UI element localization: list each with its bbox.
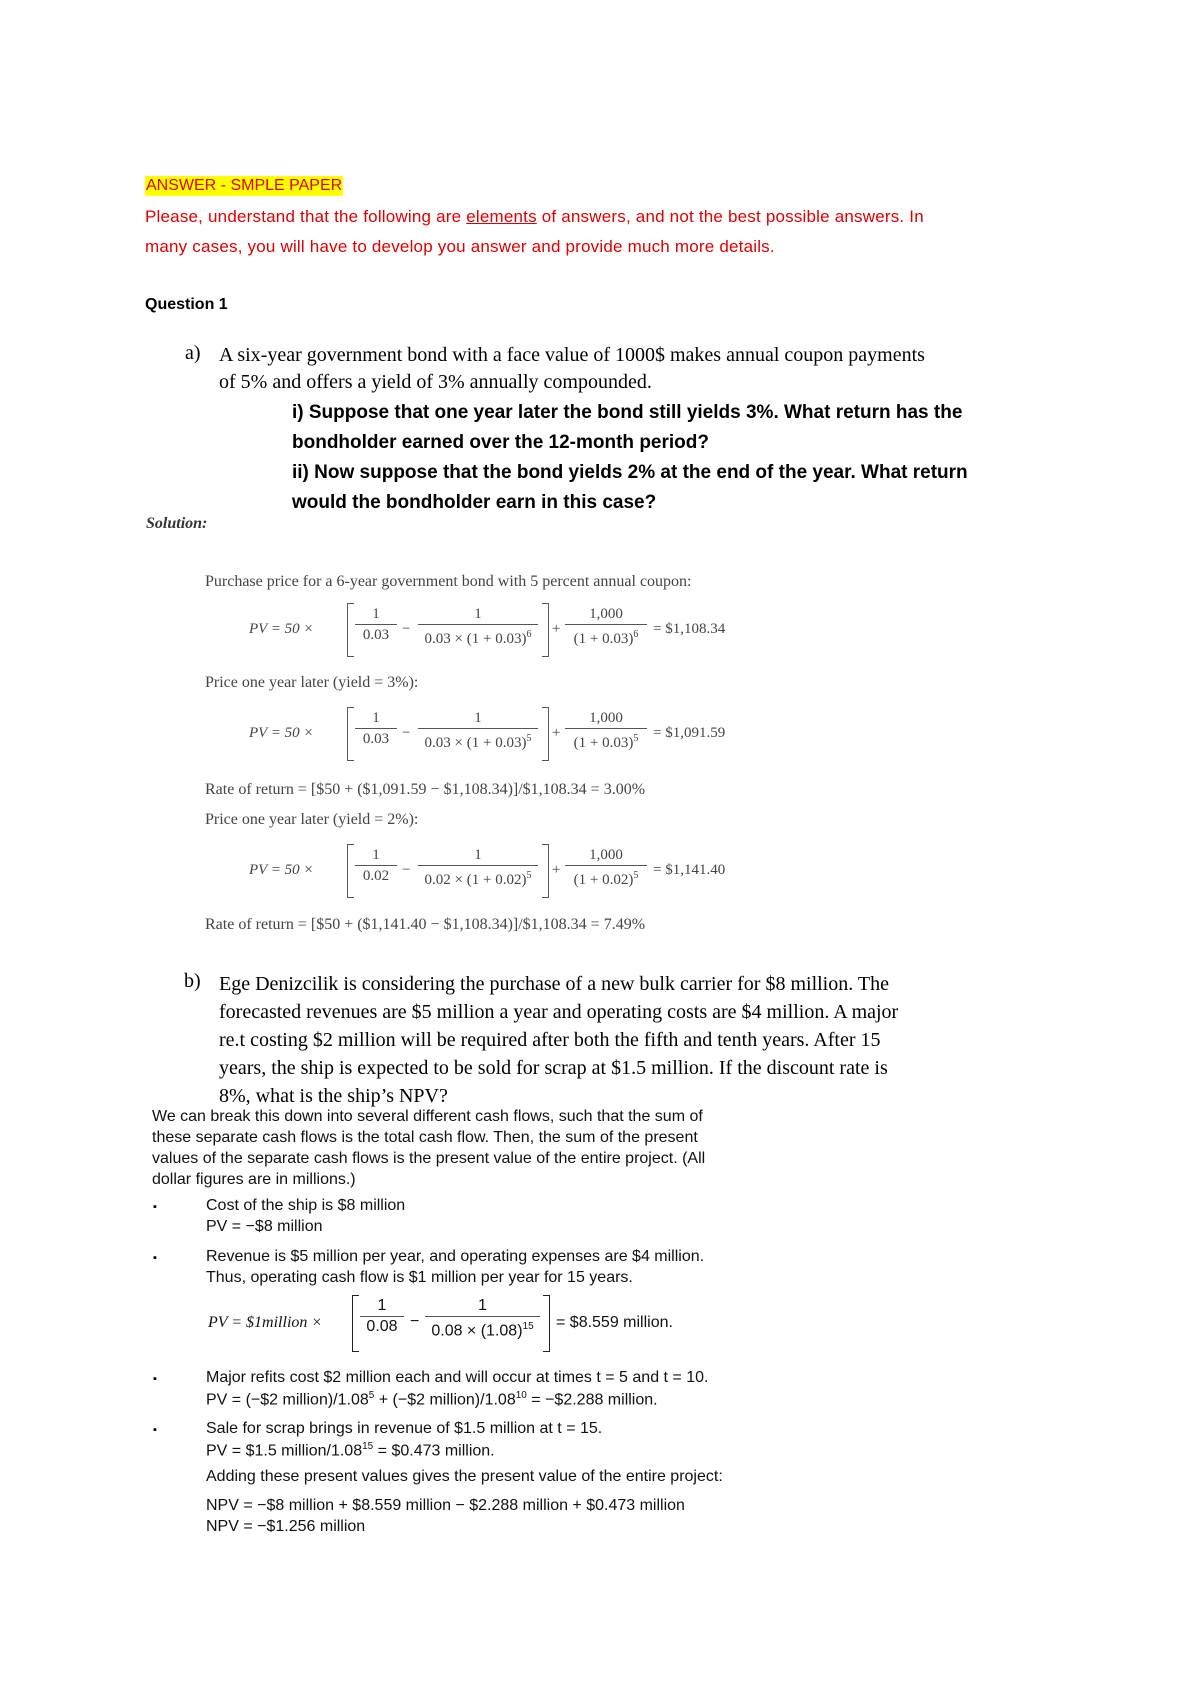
bullet4-line2: PV = $1.5 million/$1.08^{15}$ = $0.473 million. [206, 1441, 495, 1460]
eq3-plus: + [552, 862, 561, 878]
question-heading: Question 1 [145, 296, 228, 313]
eq1-minus: − [402, 621, 411, 637]
solution-a-intro: Purchase price for a 6-year government bond with 5 percent annual coupon: [205, 573, 692, 590]
part-b-line1: Ege Denizcilik is considering the purchase of a new bulk carrier for $8 million. The [219, 973, 889, 995]
eq2-frac3: 1,000 $(1 + 0.03)^5$ [565, 708, 647, 753]
part-a-sub-ii-line1: ii) Now suppose that the bond yields 2% at the end of the year. What return [292, 462, 968, 483]
eqb-frac2: 1 $0.08 \times (1.08)^{15}$ [425, 1296, 540, 1341]
eq3-frac1: 1 0.02 [355, 845, 397, 886]
eqb-right-bracket [543, 1295, 550, 1352]
bullet-marker: ▪ [153, 1373, 157, 1385]
eq1-right-bracket [542, 603, 549, 657]
eq2-frac1: 1 0.03 [355, 708, 397, 749]
npv-line2: NPV = −$1.256 million [206, 1518, 366, 1535]
bullet-marker: ▪ [153, 1201, 157, 1213]
eq3-result: = $1,141.40 [653, 862, 726, 878]
bullet1-line1: Cost of the ship is $8 million [206, 1197, 406, 1214]
eq2-minus: − [402, 725, 411, 741]
eq3-right-bracket [542, 844, 549, 898]
price-line-yield3: Price one year later (yield = 3%): [205, 674, 419, 691]
instruction-note-line2: many cases, you will have to develop you answer and provide much more details. [145, 237, 775, 256]
eq1-plus: + [552, 621, 561, 637]
price-line-yield2: Price one year later (yield = 2%): [205, 811, 419, 828]
bullet4-line1: Sale for scrap brings in revenue of $1.5 million at t = 15. [206, 1420, 603, 1437]
npv-line1: NPV = −$8 million + $8.559 million − $2.288 million + $0.473 million [206, 1497, 685, 1514]
eq2-result: = $1,091.59 [653, 725, 726, 741]
answer-header: ANSWER - SMPLE PAPER [146, 177, 343, 194]
eq3-prefix: PV = 50 × [249, 862, 314, 878]
instruction-note-line1 [145, 202, 924, 232]
note-text-post: of answers, and not the best possible answers. In [536, 207, 924, 226]
eq3-minus: − [402, 862, 411, 878]
solution-label: Solution: [146, 515, 208, 532]
part-b-label: b) [184, 970, 201, 992]
eq2-left-bracket [347, 707, 354, 761]
part-b-line5: 8%, what is the ship’s NPV? [219, 1085, 448, 1107]
part-a-sub-i-line2: bondholder earned over the 12-month period? [292, 432, 709, 453]
bullet2-line1: Revenue is $5 million per year, and operating expenses are $4 million. [206, 1248, 705, 1265]
eq1-prefix: PV = 50 × [249, 621, 314, 637]
eq2-frac2: 1 $0.03 \times (1 + 0.03)^5$ [418, 708, 538, 753]
note-text-elements: elements [466, 207, 537, 226]
part-b-line2: forecasted revenues are $5 million a year and operating costs are $4 million. A major [219, 1001, 899, 1023]
bullet2-line2: Thus, operating cash flow is $1 million per year for 15 years. [206, 1269, 633, 1286]
eqb-prefix: PV = $1million × [208, 1314, 323, 1331]
part-a-line1: A six-year government bond with a face value of 1000$ makes annual coupon payments [219, 344, 925, 366]
bullet-marker: ▪ [153, 1424, 157, 1436]
eqb-minus: − [410, 1313, 420, 1330]
part-a-sub-i-line1: i) Suppose that one year later the bond still yields 3%. What return has the [292, 402, 963, 423]
eq1-result: = $1,108.34 [653, 621, 726, 637]
solution-b-intro-line2: these separate cash flows is the total cash flow. Then, the sum of the present [152, 1129, 698, 1146]
bullet3-line2: PV = (−$2 $million)/1.08^5$ + (−$2 $million)/1.08^{10}$ = −$2.288 million. [206, 1390, 658, 1409]
part-a-line2: of 5% and offers a yield of 3% annually compounded. [219, 371, 652, 393]
part-b-line4: years, the ship is expected to be sold for scrap at $1.5 million. If the discount rate is [219, 1057, 888, 1079]
bullet1-line2: PV = −$8 million [206, 1218, 323, 1235]
eq3-frac3: 1,000 $(1 + 0.02)^5$ [565, 845, 647, 890]
note-text-pre: Please, understand that the following are [145, 207, 467, 226]
eq1-frac2: 1 $0.03 \times (1 + 0.03)^6$ [418, 604, 538, 649]
part-a-sub-ii-line2: would the bondholder earn in this case? [292, 492, 657, 513]
sum-intro: Adding these present values gives the present value of the entire project: [206, 1468, 723, 1485]
eq2-prefix: PV = 50 × [249, 725, 314, 741]
part-b-line3: re.t costing $2 million will be required after both the fifth and tenth years. After 15 [219, 1029, 881, 1051]
eq1-frac3: 1,000 $(1 + 0.03)^6$ [565, 604, 647, 649]
eqb-left-bracket [352, 1295, 359, 1352]
solution-b-intro-line4: dollar figures are in millions.) [152, 1171, 356, 1188]
bullet-marker: ▪ [153, 1252, 157, 1264]
rate-of-return-1: Rate of return = [$50 + ($1,091.59 − $1,108.34)]/$1,108.34 = 3.00% [205, 781, 646, 798]
solution-b-intro-line3: values of the separate cash flows is the present value of the entire project. (All [152, 1150, 706, 1167]
rate-of-return-2: Rate of return = [$50 + ($1,141.40 − $1,108.34)]/$1,108.34 = 7.49% [205, 916, 646, 933]
eqb-frac1: 1 0.08 [360, 1296, 404, 1337]
eq1-left-bracket [347, 603, 354, 657]
eq3-left-bracket [347, 844, 354, 898]
solution-b-intro-line1: We can break this down into several different cash flows, such that the sum of [152, 1108, 703, 1125]
eq2-right-bracket [542, 707, 549, 761]
eq2-plus: + [552, 725, 561, 741]
part-a-label: a) [185, 342, 201, 364]
bullet3-line1: Major refits cost $2 million each and will occur at times t = 5 and t = 10. [206, 1369, 709, 1386]
eq3-frac2: 1 $0.02 \times (1 + 0.02)^5$ [418, 845, 538, 890]
eqb-result: = $8.559 million. [556, 1314, 673, 1331]
eq1-frac1: 1 0.03 [355, 604, 397, 645]
